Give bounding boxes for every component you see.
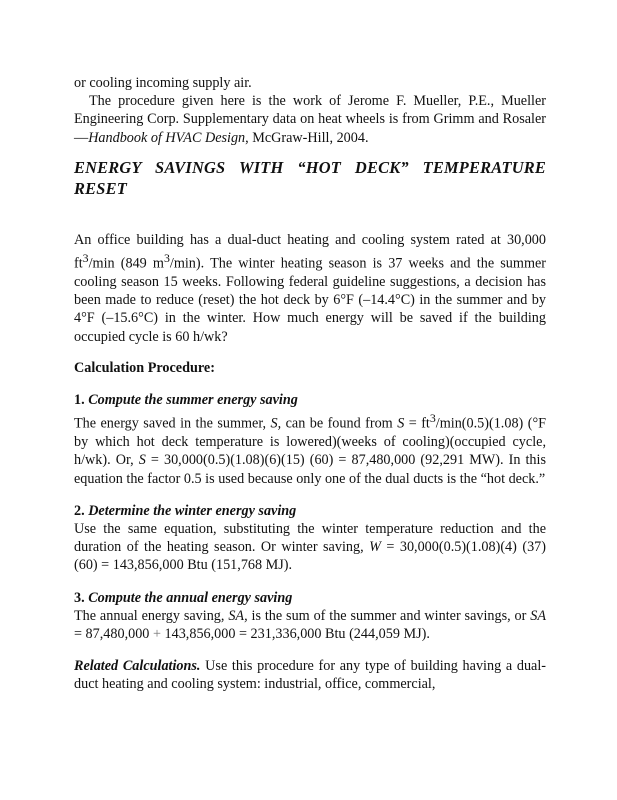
body-text: The annual energy saving, [74,607,229,624]
step-1-body [74,409,546,488]
body-text: can be found from [281,415,398,432]
credit-publisher: , McGraw-Hill, 2004. [245,129,369,146]
superscript: 3 [163,251,170,266]
step-title: Compute the annual energy saving [88,589,293,606]
section-title: ENERGY SAVINGS WITH “HOT DECK” TEMPERATURE RESET [74,157,546,198]
step-title: Compute the summer energy saving [88,391,298,408]
step-1 [74,391,546,488]
body-text: 143,856,000 = 231,336,000 Btu (244,059 MJ). [160,625,430,642]
superscript: 3 [429,411,436,426]
step-1-heading [74,391,546,409]
related-text: Use this procedure for any type of building having a dual-duct heating and cooling system: industrial, office, commercial, [74,658,546,693]
variable: W [369,539,381,556]
variable: SA, [228,607,248,624]
body-text: = 30,000(0.5)(1.08)(6)(15) (60) = 87,480,000 (92,291 MW). In this equation the factor 0.5 is used because only one of the dual ducts is the “hot deck.” [74,452,546,487]
variable: S [138,452,146,469]
related-label: Related Calculations. [74,658,201,675]
body-text: = ft [404,415,430,432]
step-2 [74,502,546,575]
body-text: /min(0.5)(1.08) (°F by which hot deck temperature is lowered)(weeks of cooling)(occupied cycle, h/wk). Or, [74,415,547,469]
step-number: 2. [74,502,89,519]
step-3-heading [74,589,546,607]
body-text: = 30,000(0.5)(1.08)(4) (37)(60) = 143,856,000 Btu (151,768 MJ). [74,539,546,574]
step-number: 1. [74,391,89,408]
problem-statement [74,231,546,346]
intro-line: or cooling incoming supply air. [74,75,252,91]
step-3 [74,589,546,644]
problem-text-1: An office building has a dual-duct heating and cooling system rated at 30,000 ft [74,231,546,272]
body-text: is the sum of the summer and winter savings, or [247,607,531,624]
variable: S [397,415,405,432]
problem-text-3: /min). The winter heating season is 37 weeks and the summer cooling season 15 weeks. Following federal guideline suggestions, a decision has been made to reduce (reset) the hot deck by 6°F (–14.4°C) in the summer and by 4°F (–15.6°C) in the winter. How much energy will be saved if the building occupied cycle is 60 h/wk? [74,255,546,345]
body-text: Use the same equation, substituting the winter temperature reduction and the duration of the heating season. Or winter saving, [74,520,546,556]
step-3-body [74,607,546,643]
variable: S, [270,415,282,432]
body-text: = 87,480,000 [74,625,153,642]
superscript: 3 [82,251,89,266]
related-calculations [74,657,546,693]
calculation-procedure-heading: Calculation Procedure: [74,359,215,376]
variable: SA [530,607,546,624]
body-text: The energy saved in the summer, [74,415,271,432]
step-title: Determine the winter energy saving [88,502,297,519]
problem-text-2: /min (849 m [88,255,164,272]
book-title: Handbook of HVAC Design [88,129,246,146]
step-number: 3. [74,589,89,606]
document-page [74,74,546,694]
credit-paragraph [74,92,546,147]
plus-sign: + [152,625,161,642]
step-2-heading [74,502,546,520]
step-2-body [74,520,546,575]
credit-text: The procedure given here is the work of Jerome F. Mueller, P.E., Mueller Engineering Corp. Supplementary data on heat wheels is from Grimm and Rosaler— [74,93,546,146]
